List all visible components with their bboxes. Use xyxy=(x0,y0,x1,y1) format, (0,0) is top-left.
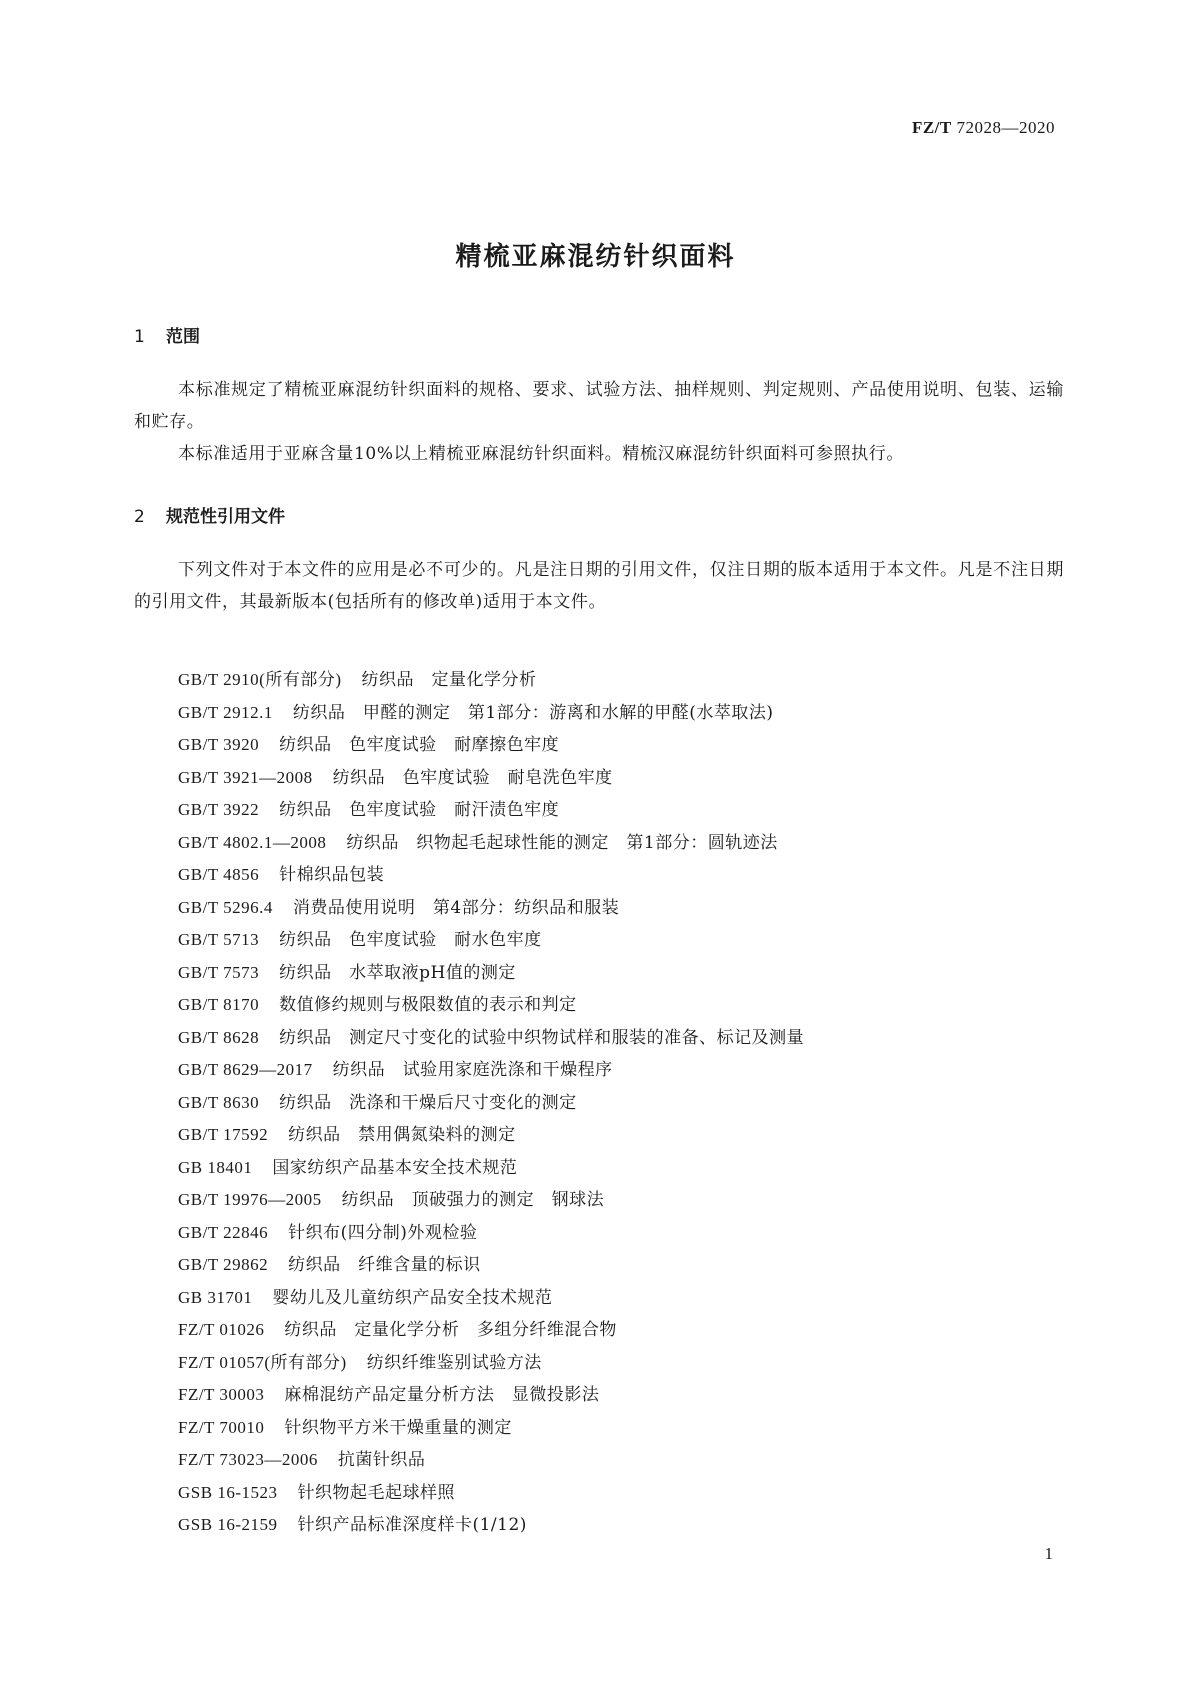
reference-item xyxy=(178,859,804,892)
section-heading-scope xyxy=(134,322,200,347)
reference-code: GB/T 8628 xyxy=(178,1027,260,1047)
reference-title: 国家纺织产品基本安全技术规范 xyxy=(272,1157,518,1178)
reference-title: 针织布(四分制)外观检验 xyxy=(288,1222,478,1243)
reference-title: 纺织品 试验用家庭洗涤和干燥程序 xyxy=(332,1060,613,1080)
reference-title: 数值修约规则与极限数值的表示和判定 xyxy=(279,995,577,1015)
reference-title: 纺织纤维鉴别试验方法 xyxy=(366,1352,542,1373)
reference-item xyxy=(178,1509,804,1542)
reference-item xyxy=(178,1444,804,1477)
reference-title: 纺织品 测定尺寸变化的试验中织物试样和服装的准备、标记及测量 xyxy=(279,1027,805,1048)
reference-title: 纺织品 织物起毛起球性能的测定 第1部分：圆轨迹法 xyxy=(346,832,778,853)
reference-title: 纺织品 顶破强力的测定 钢球法 xyxy=(341,1190,605,1210)
reference-title: 纺织品 色牢度试验 耐摩擦色牢度 xyxy=(279,735,560,755)
reference-item xyxy=(178,762,804,795)
reference-code: GB/T 7573 xyxy=(178,962,260,982)
reference-item xyxy=(178,989,804,1022)
standard-code xyxy=(912,118,1055,138)
reference-code: GB/T 8630 xyxy=(178,1092,260,1112)
reference-code: GB/T 8170 xyxy=(178,995,260,1014)
reference-code: FZ/T 73023—2006 xyxy=(178,1450,318,1469)
scope-paragraph: 本标准规定了精梳亚麻混纺针织面料的规格、要求、试验方法、抽样规则、判定规则、产品使用说明、包装、运输和贮存。 xyxy=(134,380,1064,432)
reference-code: GB/T 2910(所有部分) xyxy=(178,670,342,689)
reference-code: GB/T 19976—2005 xyxy=(178,1190,322,1209)
section-number: 2 xyxy=(134,507,145,527)
reference-code: GB/T 5713 xyxy=(178,930,260,949)
reference-list xyxy=(178,664,804,1542)
reference-item xyxy=(178,892,804,925)
reference-code: GB/T 4856 xyxy=(178,865,260,884)
reference-item xyxy=(178,1119,804,1152)
reference-code: GB 18401 xyxy=(178,1157,253,1177)
reference-item xyxy=(178,794,804,827)
reference-title: 婴幼儿及儿童纺织产品安全技术规范 xyxy=(272,1287,553,1308)
reference-code: GB/T 22846 xyxy=(178,1222,269,1242)
reference-title: 纺织品 定量化学分析 xyxy=(361,670,537,690)
reference-item xyxy=(178,729,804,762)
standard-code-prefix: FZ/T xyxy=(911,118,952,137)
reference-code: FZ/T 01057(所有部分) xyxy=(178,1352,347,1372)
reference-code: GB/T 17592 xyxy=(178,1125,269,1144)
reference-title: 麻棉混纺产品定量分析方法 显微投影法 xyxy=(284,1385,600,1405)
reference-code: FZ/T 01026 xyxy=(178,1320,265,1339)
section-title: 规范性引用文件 xyxy=(166,507,285,527)
reference-title: 纺织品 色牢度试验 耐水色牢度 xyxy=(279,930,542,950)
reference-code: GSB 16-1523 xyxy=(178,1482,278,1502)
reference-item xyxy=(178,1314,804,1347)
reference-title: 纺织品 水萃取液pH值的测定 xyxy=(279,962,516,983)
reference-item xyxy=(178,1054,804,1087)
reference-code: GB/T 3922 xyxy=(178,800,260,819)
section-title: 范围 xyxy=(166,327,200,347)
reference-code: GSB 16-2159 xyxy=(178,1515,278,1534)
reference-title: 纺织品 甲醛的测定 第1部分：游离和水解的甲醛(水萃取法) xyxy=(292,702,774,723)
reference-title: 纺织品 色牢度试验 耐皂洗色牢度 xyxy=(332,767,613,788)
reference-title: 纺织品 洗涤和干燥后尺寸变化的测定 xyxy=(279,1092,577,1113)
references-intro: 下列文件对于本文件的应用是必不可少的。凡是注日期的引用文件，仅注日期的版本适用于本文件。凡是不注日期的引用文件，其最新版本(包括所有的修改单)适用于本文件。 xyxy=(134,560,1064,612)
reference-item xyxy=(178,957,804,990)
reference-code: GB/T 3920 xyxy=(178,735,260,754)
section-number: 1 xyxy=(134,327,145,347)
reference-item xyxy=(178,697,804,730)
document-title: 精梳亚麻混纺针织面料 xyxy=(455,242,736,272)
reference-title: 针织物平方米干燥重量的测定 xyxy=(284,1417,512,1438)
reference-item xyxy=(178,1282,804,1315)
reference-item xyxy=(178,1217,804,1250)
reference-code: GB/T 8629—2017 xyxy=(178,1060,313,1079)
reference-title: 针织物起毛起球样照 xyxy=(297,1482,455,1503)
reference-title: 针棉织品包装 xyxy=(279,865,385,885)
reference-item xyxy=(178,1477,804,1510)
reference-item xyxy=(178,1087,804,1120)
reference-item xyxy=(178,1379,804,1412)
reference-item xyxy=(178,827,804,860)
reference-item xyxy=(178,924,804,957)
reference-code: FZ/T 30003 xyxy=(178,1385,265,1404)
reference-item xyxy=(178,1022,804,1055)
reference-item xyxy=(178,1152,804,1185)
section-heading-references xyxy=(134,502,285,527)
reference-title: 抗菌针织品 xyxy=(337,1450,426,1470)
reference-code: GB/T 29862 xyxy=(178,1255,269,1274)
reference-title: 纺织品 色牢度试验 耐汗渍色牢度 xyxy=(279,800,560,820)
reference-item xyxy=(178,1184,804,1217)
reference-title: 纺织品 禁用偶氮染料的测定 xyxy=(288,1125,516,1145)
reference-code: GB/T 5296.4 xyxy=(178,897,273,917)
reference-item xyxy=(178,1347,804,1380)
reference-code: GB/T 3921—2008 xyxy=(178,767,313,787)
standard-code-number: 72028—2020 xyxy=(956,118,1055,137)
reference-title: 针织产品标准深度样卡(1/12) xyxy=(297,1515,527,1535)
reference-title: 纺织品 纤维含量的标识 xyxy=(288,1255,481,1275)
reference-code: GB 31701 xyxy=(178,1287,253,1307)
scope-paragraph: 本标准适用于亚麻含量10%以上精梳亚麻混纺针织面料。精梳汉麻混纺针织面料可参照执行。 xyxy=(178,444,904,464)
reference-code: GB/T 2912.1 xyxy=(178,702,273,722)
reference-code: GB/T 4802.1—2008 xyxy=(178,832,327,852)
page-number: 1 xyxy=(1044,1544,1053,1563)
reference-title: 消费品使用说明 第4部分：纺织品和服装 xyxy=(292,897,620,918)
reference-item xyxy=(178,1412,804,1445)
reference-item xyxy=(178,664,804,697)
reference-title: 纺织品 定量化学分析 多组分纤维混合物 xyxy=(284,1320,617,1340)
reference-code: FZ/T 70010 xyxy=(178,1417,265,1437)
reference-item xyxy=(178,1249,804,1282)
